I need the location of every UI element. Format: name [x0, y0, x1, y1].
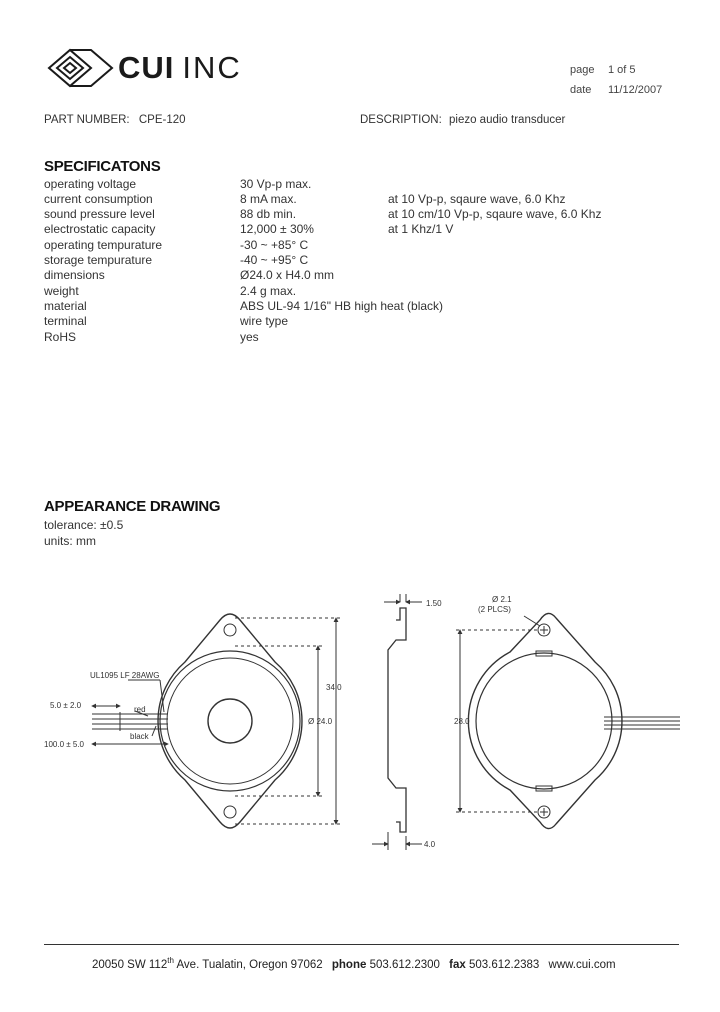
spec-value: -30 ~ +85° C	[240, 238, 309, 252]
logo-brand-bold: CUI	[118, 50, 175, 85]
hole-spacing-dim: 28.0	[454, 717, 470, 726]
spec-value: yes	[240, 330, 259, 344]
wire-red-label: red	[134, 705, 146, 714]
spec-row	[44, 207, 684, 222]
wire-length-dim: 100.0 ± 5.0	[44, 740, 84, 749]
front-view-sound-hole	[208, 699, 252, 743]
description-value: piezo audio transducer	[449, 114, 566, 126]
footer-address-pre: 20050 SW 112	[92, 958, 168, 971]
footer-address-sup: th	[167, 956, 174, 965]
spec-row	[44, 238, 684, 253]
tolerance-note: tolerance: ±0.5	[44, 518, 124, 532]
page-meta	[570, 64, 680, 78]
diameter-dim: Ø 24.0	[308, 717, 333, 726]
spec-row	[44, 222, 684, 237]
hole-diameter-dim: Ø 2.1	[492, 595, 512, 604]
page-value: 1 of 5	[608, 64, 636, 76]
logo-wordmark	[118, 50, 242, 86]
footer-website-link[interactable]: www.cui.com	[548, 958, 616, 971]
footer-phone-value: 503.612.2300	[369, 958, 440, 971]
spec-name: sound pressure level	[44, 207, 155, 221]
footer-contact	[92, 956, 616, 971]
units-note: units: mm	[44, 534, 97, 548]
spec-row	[44, 177, 684, 192]
footer-phone-label: phone	[331, 958, 367, 971]
spec-condition: at 1 Khz/1 V	[388, 222, 454, 236]
spec-name: operating voltage	[44, 177, 137, 191]
strip-length-dim: 5.0 ± 2.0	[50, 701, 82, 710]
spec-value: 12,000 ± 30%	[240, 222, 314, 236]
spec-name: material	[44, 299, 87, 313]
appearance-drawing	[0, 580, 720, 860]
spec-row	[44, 192, 684, 207]
overall-height-dim: 34.0	[326, 683, 342, 692]
spec-value: 30 Vp-p max.	[240, 177, 312, 191]
spec-value: 88 db min.	[240, 207, 297, 221]
description-label: DESCRIPTION:	[360, 114, 442, 126]
spec-value: 2.4 g max.	[240, 284, 297, 298]
spec-name: operating tempurature	[44, 238, 163, 252]
spec-condition: at 10 cm/10 Vp-p, sqaure wave, 6.0 Khz	[388, 207, 602, 221]
spec-name: storage tempurature	[44, 253, 153, 267]
side-view-profile	[388, 608, 406, 832]
spec-value: Ø24.0 x H4.0 mm	[240, 268, 335, 282]
appearance-title: APPEARANCE DRAWING	[44, 498, 221, 515]
spec-row	[44, 299, 684, 314]
back-view-ring	[476, 653, 612, 789]
date-value: 11/12/2007	[608, 84, 663, 96]
spec-name: weight	[44, 284, 79, 298]
wire-black-label: black	[130, 732, 149, 741]
logo-brand-light: INC	[182, 50, 242, 85]
spec-name: electrostatic capacity	[44, 222, 156, 236]
spec-value: 8 mA max.	[240, 192, 297, 206]
spec-row	[44, 314, 684, 329]
specifications-title: SPECIFICATONS	[44, 158, 161, 175]
back-view-body	[468, 613, 622, 828]
spec-row	[44, 253, 684, 268]
company-logo	[46, 46, 256, 90]
cui-logo-icon	[46, 46, 116, 90]
spec-row	[44, 330, 684, 345]
spec-name: RoHS	[44, 330, 77, 344]
part-number	[44, 114, 186, 126]
footer-address-post: Ave. Tualatin, Oregon 97062	[173, 958, 323, 971]
spec-name: current consumption	[44, 192, 153, 206]
thickness-bottom-dim: 4.0	[424, 840, 436, 849]
date-label: date	[570, 84, 592, 96]
footer-divider	[44, 944, 679, 945]
part-number-label: PART NUMBER:	[44, 114, 130, 126]
spec-value: ABS UL-94 1/16" HB high heat (black)	[240, 299, 444, 313]
footer-fax-label: fax	[449, 958, 466, 971]
date-meta	[570, 84, 680, 98]
front-view-inner-ring	[167, 658, 293, 784]
wire-spec-label: UL1095 LF 28AWG	[90, 671, 160, 680]
spec-condition: at 10 Vp-p, sqaure wave, 6.0 Khz	[388, 192, 566, 206]
front-view-mount-hole-bottom	[224, 806, 236, 818]
spec-name: terminal	[44, 314, 87, 328]
hole-count-note: (2 PLCS)	[478, 605, 511, 614]
front-view-outer-ring	[160, 651, 300, 791]
footer-fax-value: 503.612.2383	[468, 958, 540, 971]
spec-row	[44, 284, 684, 299]
thickness-top-dim: 1.50	[426, 599, 442, 608]
description	[360, 114, 565, 126]
spec-value: wire type	[240, 314, 289, 328]
spec-value: -40 ~ +95° C	[240, 253, 309, 267]
front-view-body	[158, 614, 302, 828]
spec-row	[44, 268, 684, 283]
front-view-mount-hole-top	[224, 624, 236, 636]
page-label: page	[570, 64, 595, 76]
part-number-value: CPE-120	[138, 114, 186, 126]
spec-name: dimensions	[44, 268, 105, 282]
